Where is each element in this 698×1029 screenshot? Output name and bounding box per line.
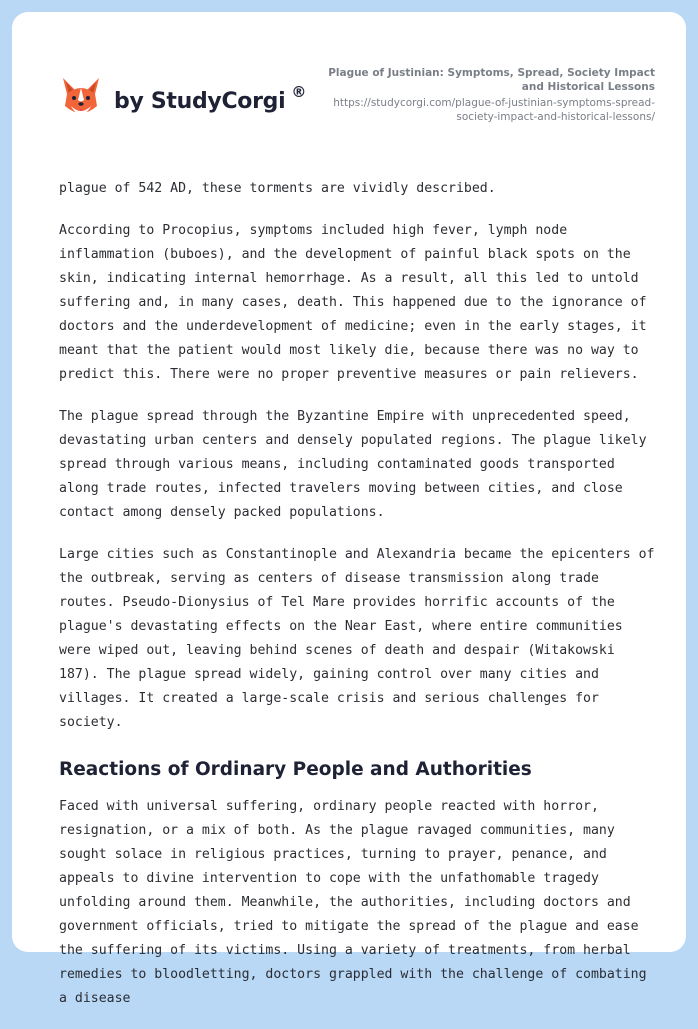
corgi-logo-icon (60, 76, 102, 122)
paragraph: The plague spread through the Byzantine Empire with unprecedented speed, devastating urban centers and densely populated regions. The plague likely spread through various means, including contaminated goods transported along trade routes, infected travelers moving between cities, and close contact among densely packed populations. (59, 409, 647, 520)
page-card (12, 12, 686, 1006)
studycorgi-logo[interactable] (60, 76, 306, 122)
paragraph: Faced with universal suffering, ordinary people reacted with horror, resignation, or a mix of both. As the plague ravaged communities, many sought solace in religious practices, turning to prayer, penance, and appeals to divine intervention to cope with the unfathomable tragedy unfolding around them. Meanwhile, the authorities, including doctors and government officials, tried to mitigate the spread of the plague and ease the suffering of its victims. Using a variety of treatments, from herbal remedies to bloodletting, doctors grappled with the challenge of combating a disease (59, 799, 647, 1006)
paragraph: According to Procopius, symptoms included high fever, lymph node inflammation (buboes), and the development of painful black spots on the skin, indicating internal hemorrhage. As a result, all this led to untold suffering and, in many cases, death. This happened due to the ignorance of doctors and the underdevelopment of medicine; even in the early stages, it meant that the patient would most likely die, because there was no way to predict this. There were no proper preventive measures or pain relievers. (59, 223, 647, 382)
document-info (295, 66, 655, 124)
registered-mark: ® (291, 82, 307, 101)
essay-body (59, 177, 659, 1029)
document-url[interactable]: https://studycorgi.com/plague-of-justinian-symptoms-spread- society-impact-and-historical-lessons/ (333, 97, 655, 123)
paragraph: Large cities such as Constantinople and Alexandria became the epicenters of the outbreak, serving as centers of disease transmission along trade routes. Pseudo-Dionysius of Tel Mare provides horrific accounts of the plague's devastating effects on the Near East, where entire communities were wiped out, leaving behind scenes of death and despair (Witakowski 187). The plague spread widely, gaining control over many cities and villages. It created a large-scale crisis and serious challenges for society. (59, 547, 655, 730)
brand-name: by StudyCorgi ® (114, 82, 307, 114)
section-heading: Reactions of Ordinary People and Authorities (59, 759, 532, 780)
paragraph: plague of 542 AD, these torments are vividly described. (59, 181, 496, 196)
document-title: Plague of Justinian: Symptoms, Spread, Society Impact and Historical Lessons (328, 67, 655, 93)
